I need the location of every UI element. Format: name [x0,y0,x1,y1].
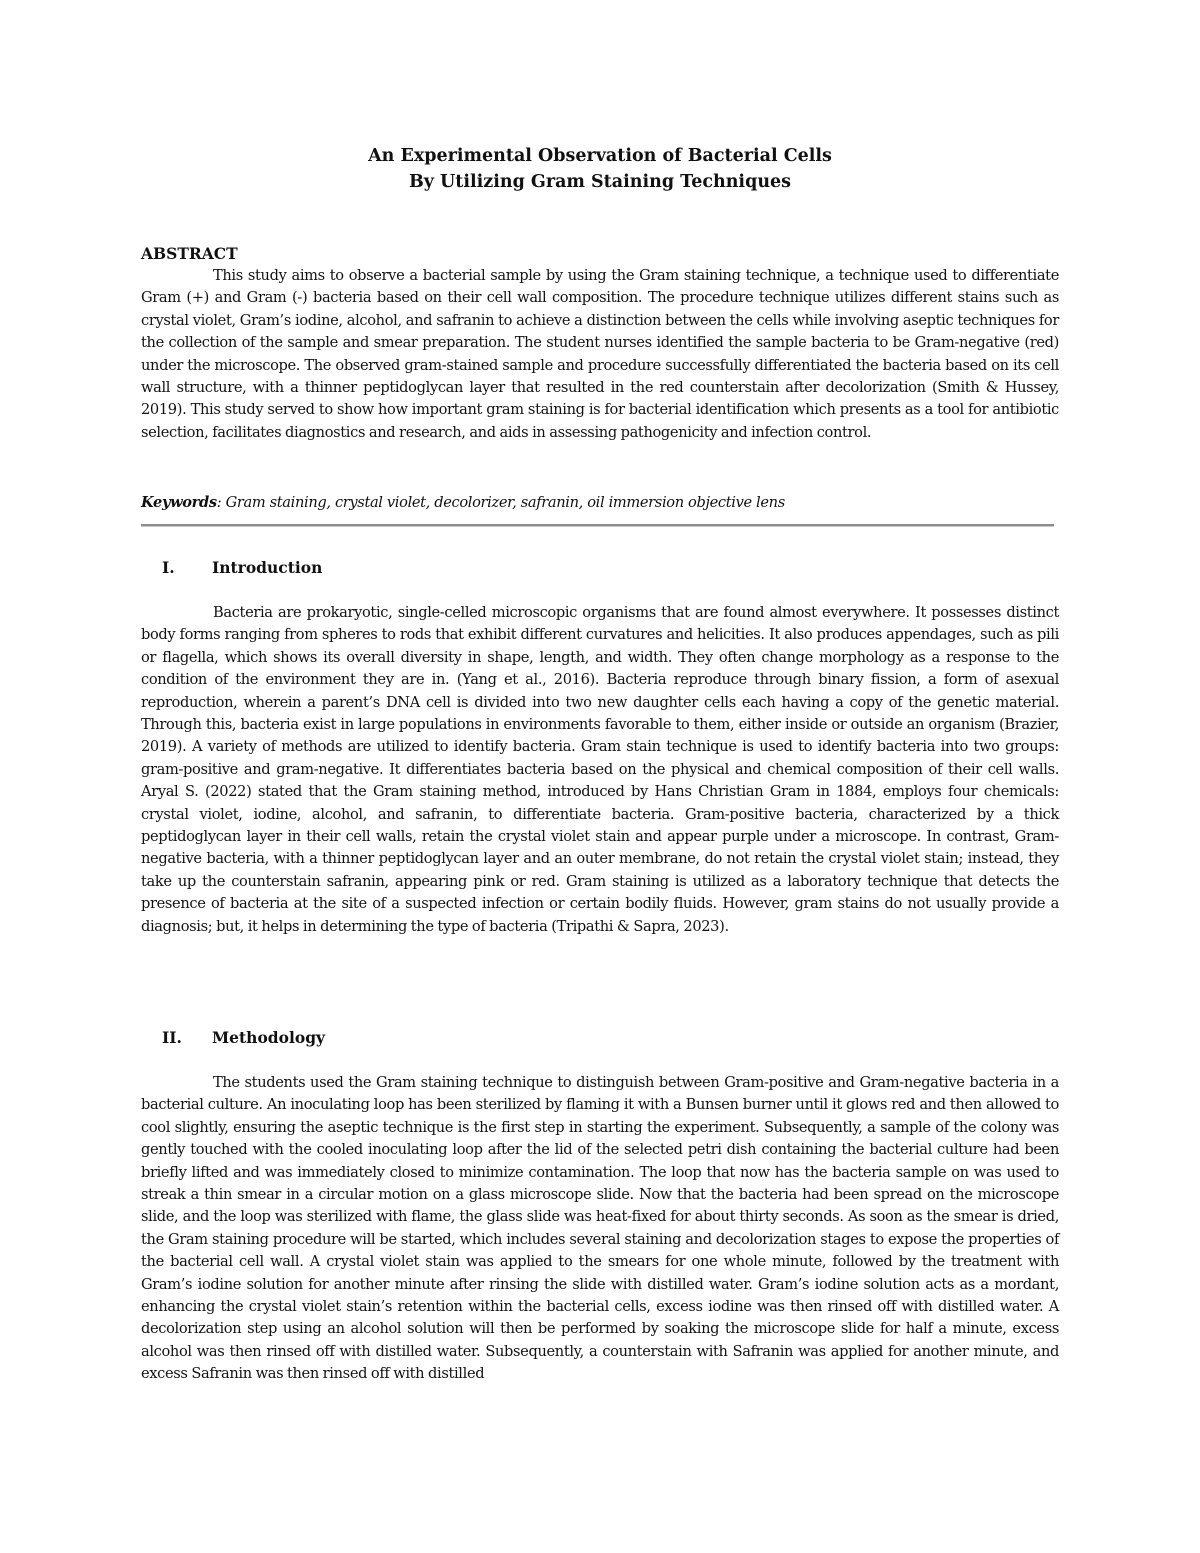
keywords-line [141,492,1059,514]
section-heading-introduction [141,557,541,579]
methodology-body: The students used the Gram staining technique to distinguish between Gram-positive and Gram-negative bacteria in a bacterial culture. An inoculating loop has been sterilized by flaming it with a Bunsen burner until it glows red and then allowed to cool slightly, ensuring the aseptic technique is the first step in starting the experiment. Subsequently, a sample of the colony was gently touched with the cooled inoculating loop after the lid of the selected petri dish containing the bacterial culture had been briefly lifted and was immediately closed to minimize contamination. The loop that now has the bacteria sample on was used to streak a thin smear in a circular motion on a glass microscope slide. Now that the bacteria had been spread on the microscope slide, and the loop was sterilized with flame, the glass slide was heat-fixed for about thirty seconds. As soon as the smear is dried, the Gram staining procedure will be started, which includes several staining and decolorization stages to expose the properties of the bacterial cell wall. A crystal violet stain was applied to the smears for one whole minute, followed by the treatment with Gram’s iodine solution for another minute after rinsing the slide with distilled water. Gram’s iodine solution acts as a mordant, enhancing the crystal violet stain’s retention within the bacterial cells, excess iodine was then rinsed off with distilled water. A decolorization step using an alcohol solution will then be performed by soaking the microscope slide for half a minute, excess alcohol was then rinsed off with distilled water. Subsequently, a counterstain with Safranin was applied for another minute, and excess Safranin was then rinsed off with distilled [141,1074,1059,1383]
section-heading-methodology [141,1027,541,1049]
paper-title [141,143,1059,195]
introduction-body: Bacteria are prokaryotic, single-celled microscopic organisms that are found almost everywhere. It possesses distinct body forms ranging from spheres to rods that exhibit different curvatures and helicities. It also produces appendages, such as pili or flagella, which shows its overall diversity in shape, length, and width. They often change morphology as a response to the condition of the environment they are in. (Yang et al., 2016). Bacteria reproduce through binary fission, a form of asexual reproduction, wherein a parent’s DNA cell is divided into two new daughter cells each having a copy of the genetic material. Through this, bacteria exist in large populations in environments favorable to them, either inside or outside an organism (Brazier, 2019). A variety of methods are utilized to identify bacteria. Gram stain technique is used to identify bacteria into two groups: gram-positive and gram-negative. It differentiates bacteria based on the physical and chemical composition of their cell walls. Aryal S. (2022) stated that the Gram staining method, introduced by Hans Christian Gram in 1884, employs four chemicals: crystal violet, iodine, alcohol, and safranin, to differentiate bacteria. Gram-positive bacteria, characterized by a thick peptidoglycan layer in their cell walls, retain the crystal violet stain and appear purple under a microscope. In contrast, Gram-negative bacteria, with a thinner peptidoglycan layer and an outer membrane, do not retain the crystal violet stain; instead, they take up the counterstain safranin, appearing pink or red. Gram staining is utilized as a laboratory technique that detects the presence of bacteria at the site of a suspected infection or certain bodily fluids. However, gram stains do not usually provide a diagnosis; but, it helps in determining the type of bacteria (Tripathi & Sapra, 2023). [141,604,1059,935]
section-number: I. [162,558,175,577]
document-page [141,0,1059,1553]
section-number: II. [162,1028,182,1047]
keywords-text: : Gram staining, crystal violet, decolorizer, safranin, oil immersion objective lens [216,494,785,511]
abstract-body: This study aims to observe a bacterial sample by using the Gram staining technique, a technique used to differentiate Gram (+) and Gram (-) bacteria based on their cell wall composition. The procedure technique utilizes different stains such as crystal violet, Gram’s iodine, alcohol, and safranin to achieve a distinction between the cells while involving aseptic techniques for the collection of the sample and smear preparation. The student nurses identified the sample bacteria to be Gram-negative (red) under the microscope. The observed gram-stained sample and procedure successfully differentiated the bacteria based on its cell wall structure, with a thinner peptidoglycan layer that resulted in the red counterstain after decolorization (Smith & Hussey, 2019). This study served to show how important gram staining is for bacterial identification which presents as a tool for antibiotic selection, facilitates diagnostics and research, and aids in assessing pathogenicity and infection control. [141,267,1059,441]
paper-title-line-2: By Utilizing Gram Staining Techniques [408,172,792,192]
keywords-label: Keywords [141,494,217,511]
paper-title-line-1: An Experimental Observation of Bacterial Cells [368,146,832,166]
section-title: Introduction [212,558,323,577]
section-title: Methodology [212,1028,326,1047]
abstract-heading: ABSTRACT [141,244,238,263]
section-divider [141,524,1054,527]
